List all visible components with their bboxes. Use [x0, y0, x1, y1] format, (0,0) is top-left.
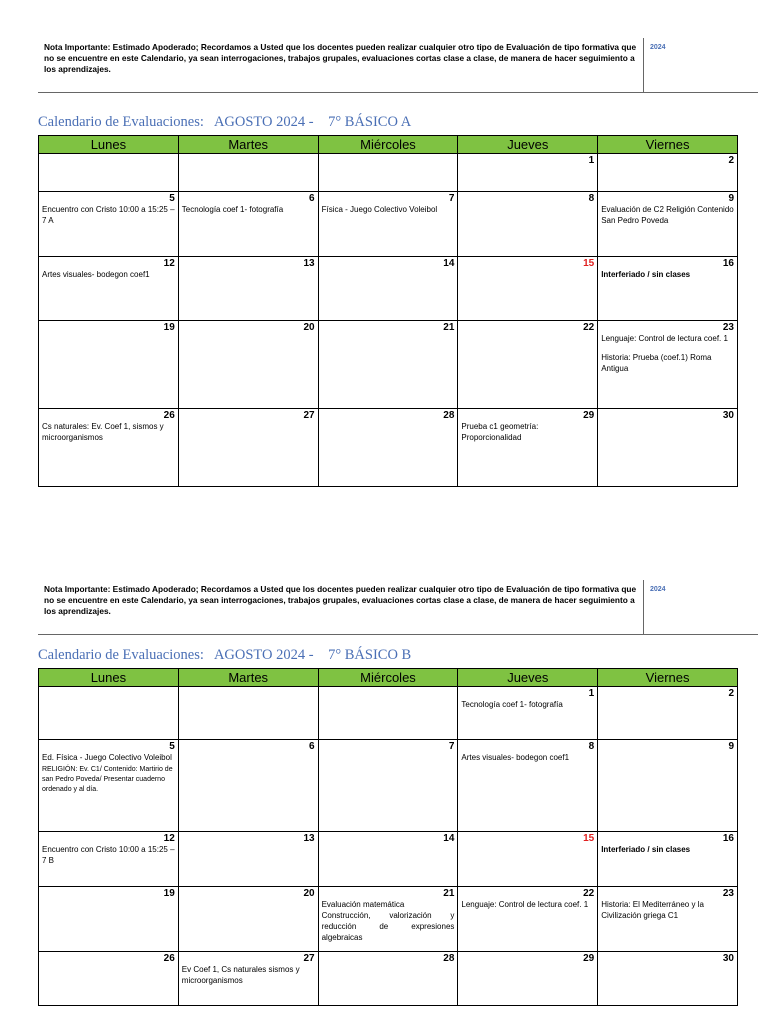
- event-text: Artes visuales- bodegon coef1: [461, 753, 570, 762]
- day-number: 2: [728, 688, 734, 699]
- day-number: 1: [588, 688, 595, 699]
- day-number: 27: [303, 410, 315, 421]
- event-text: Ed. Física - Juego Colectivo Voleibol: [42, 753, 172, 762]
- week-row: [39, 887, 738, 952]
- day-cell: [318, 832, 458, 887]
- day-number: 29: [583, 410, 595, 421]
- day-cell: [178, 192, 318, 257]
- day-cell: [178, 409, 318, 487]
- day-number: 20: [303, 322, 315, 333]
- week-row: [39, 740, 738, 832]
- day-number: 7: [448, 741, 455, 752]
- day-cell: [598, 154, 738, 192]
- week-row: [39, 321, 738, 409]
- day-cell: [458, 740, 598, 832]
- calendar-title: Calendario de Evaluaciones: AGOSTO 2024 - 7° BÁSICO A: [38, 114, 412, 130]
- day-number: 28: [443, 410, 455, 421]
- day-number: 30: [722, 953, 734, 964]
- day-cell: [318, 321, 458, 409]
- weekday-header-row: [39, 136, 738, 154]
- day-number: 26: [163, 410, 175, 421]
- day-cell: [39, 740, 179, 832]
- day-cell: [178, 887, 318, 952]
- week-row: [39, 832, 738, 887]
- day-number: 8: [588, 193, 595, 204]
- day-cell: [458, 409, 598, 487]
- weekday-header: Martes: [178, 669, 318, 687]
- day-cell: [39, 832, 179, 887]
- calendar-table: [38, 135, 738, 487]
- notice-year: 2024: [650, 44, 666, 51]
- week-row: [39, 952, 738, 1006]
- event-text: Tecnología coef 1- fotografía: [181, 205, 284, 214]
- day-number: 6: [309, 193, 315, 204]
- day-number: 9: [728, 741, 734, 752]
- day-number: 30: [722, 410, 734, 421]
- day-number: 28: [443, 953, 455, 964]
- holiday-day-number: 15: [583, 833, 595, 844]
- event-text: Artes visuales- bodegon coef1: [42, 270, 150, 279]
- weekday-header: Jueves: [458, 136, 598, 154]
- notice-box: [38, 580, 758, 635]
- day-cell: [598, 257, 738, 321]
- day-number: 14: [443, 833, 455, 844]
- day-number: 14: [443, 258, 455, 269]
- weekday-header: Miércoles: [318, 669, 458, 687]
- day-cell: [318, 154, 458, 192]
- day-cell: [178, 952, 318, 1006]
- week-row: [39, 154, 738, 192]
- weekday-header: Lunes: [39, 669, 179, 687]
- event-text: Ev Coef 1, Cs naturales sismos y microorganismos: [181, 965, 300, 985]
- day-cell: [318, 687, 458, 740]
- weekday-header: Jueves: [458, 669, 598, 687]
- day-number: 22: [583, 888, 595, 899]
- day-cell: [458, 154, 598, 192]
- day-number: 9: [728, 193, 734, 204]
- day-number: 19: [163, 888, 175, 899]
- day-number: 22: [583, 322, 595, 333]
- day-cell: [39, 687, 179, 740]
- holiday-note: Interferiado / sin clases: [601, 270, 691, 279]
- day-cell: [598, 192, 738, 257]
- notice-year: 2024: [650, 586, 666, 593]
- day-number: 7: [448, 193, 455, 204]
- event-text: RELIGIÓN: Ev. C1/ Contenido: Martirio de san Pedro Poveda/ Presentar cuaderno ordenado y al día.: [42, 766, 173, 793]
- day-cell: [318, 740, 458, 832]
- event-text: Prueba c1 geometría: Proporcionalidad: [461, 422, 539, 442]
- day-cell: [598, 832, 738, 887]
- day-cell: [318, 257, 458, 321]
- weekday-header: Viernes: [598, 669, 738, 687]
- day-cell: [39, 409, 179, 487]
- day-cell: [39, 257, 179, 321]
- day-cell: [178, 257, 318, 321]
- event-text: Historia: Prueba (coef.1) Roma Antigua: [601, 353, 712, 373]
- day-cell: [458, 321, 598, 409]
- day-number: 6: [309, 741, 315, 752]
- day-cell: [318, 887, 458, 952]
- day-cell: [318, 192, 458, 257]
- day-number: 12: [163, 258, 175, 269]
- event-text: Construcción, valorización y reducción de expresiones algebraicas: [321, 911, 455, 942]
- holiday-note: Interferiado / sin clases: [601, 845, 691, 854]
- event-text: Cs naturales: Ev. Coef 1, sismos y microorganismos: [42, 422, 164, 442]
- event-text: Física - Juego Colectivo Voleibol: [321, 205, 438, 214]
- notice-divider: [643, 38, 644, 92]
- day-cell: [39, 952, 179, 1006]
- day-number: 13: [303, 833, 315, 844]
- day-cell: [458, 257, 598, 321]
- day-cell: [598, 952, 738, 1006]
- weekday-header: Martes: [178, 136, 318, 154]
- day-number: 5: [169, 741, 175, 752]
- week-row: [39, 687, 738, 740]
- week-row: [39, 192, 738, 257]
- week-row: [39, 409, 738, 487]
- day-number: 1: [588, 155, 595, 166]
- day-number: 16: [722, 833, 734, 844]
- day-cell: [178, 740, 318, 832]
- event-text: Tecnología coef 1- fotografía: [461, 700, 563, 709]
- day-number: 21: [443, 322, 455, 333]
- event-text: Historia: El Mediterráneo y la Civilización griega C1: [601, 900, 704, 920]
- holiday-day-number: 15: [583, 258, 595, 269]
- day-cell: [458, 952, 598, 1006]
- calendar-table: [38, 668, 738, 1006]
- day-cell: [458, 192, 598, 257]
- day-cell: [458, 687, 598, 740]
- weekday-header: Viernes: [598, 136, 738, 154]
- day-number: 23: [722, 888, 734, 899]
- day-number: 29: [583, 953, 595, 964]
- calendar-title: Calendario de Evaluaciones: AGOSTO 2024 - 7° BÁSICO B: [38, 647, 412, 663]
- notice-text: Nota Importante: Estimado Apoderado; Recordamos a Usted que los docentes pueden realizar cualquier otro tipo de Evaluación de tipo formativa que no se encuentre en este Calendario, ya sean interrogaciones, trabajos grupales, evaluaciones cortas clase a clase, de manera de hacer seguimiento a los aprendizajes.: [44, 42, 637, 74]
- day-cell: [598, 409, 738, 487]
- day-cell: [318, 952, 458, 1006]
- notice-text: Nota Importante: Estimado Apoderado; Recordamos a Usted que los docentes pueden realizar cualquier otro tipo de Evaluación de tipo formativa que no se encuentre en este Calendario, ya sean interrogaciones, trabajos grupales, evaluaciones cortas clase a clase, de manera de hacer seguimiento a los aprendizajes.: [44, 584, 637, 616]
- event-text: Encuentro con Cristo 10:00 a 15:25 – 7 A: [42, 205, 175, 225]
- day-cell: [39, 321, 179, 409]
- day-number: 20: [303, 888, 315, 899]
- day-number: 27: [303, 953, 315, 964]
- day-cell: [178, 321, 318, 409]
- weekday-header: Lunes: [39, 136, 179, 154]
- day-cell: [598, 740, 738, 832]
- event-text: Lenguaje: Control de lectura coef. 1: [601, 334, 728, 343]
- notice-box: [38, 38, 758, 93]
- day-number: 19: [163, 322, 175, 333]
- day-number: 12: [163, 833, 175, 844]
- day-cell: [39, 192, 179, 257]
- day-cell: [318, 409, 458, 487]
- day-number: 8: [588, 741, 595, 752]
- day-cell: [178, 832, 318, 887]
- day-number: 16: [722, 258, 734, 269]
- day-cell: [598, 321, 738, 409]
- day-cell: [39, 887, 179, 952]
- event-text: Lenguaje: Control de lectura coef. 1: [461, 900, 589, 909]
- day-number: 23: [722, 322, 734, 333]
- day-cell: [178, 687, 318, 740]
- day-number: 5: [169, 193, 175, 204]
- day-cell: [598, 687, 738, 740]
- day-number: 21: [443, 888, 455, 899]
- weekday-header-row: [39, 669, 738, 687]
- event-text: Evaluación matemática: [321, 900, 405, 909]
- day-number: 26: [163, 953, 175, 964]
- event-text: Encuentro con Cristo 10:00 a 15:25 – 7 B: [42, 845, 175, 865]
- day-cell: [178, 154, 318, 192]
- weekday-header: Miércoles: [318, 136, 458, 154]
- day-cell: [39, 154, 179, 192]
- day-number: 2: [728, 155, 734, 166]
- notice-divider: [643, 580, 644, 634]
- day-number: 13: [303, 258, 315, 269]
- day-cell: [598, 887, 738, 952]
- day-cell: [458, 832, 598, 887]
- event-text: Evaluación de C2 Religión Contenido San Pedro Poveda: [601, 205, 734, 225]
- week-row: [39, 257, 738, 321]
- day-cell: [458, 887, 598, 952]
